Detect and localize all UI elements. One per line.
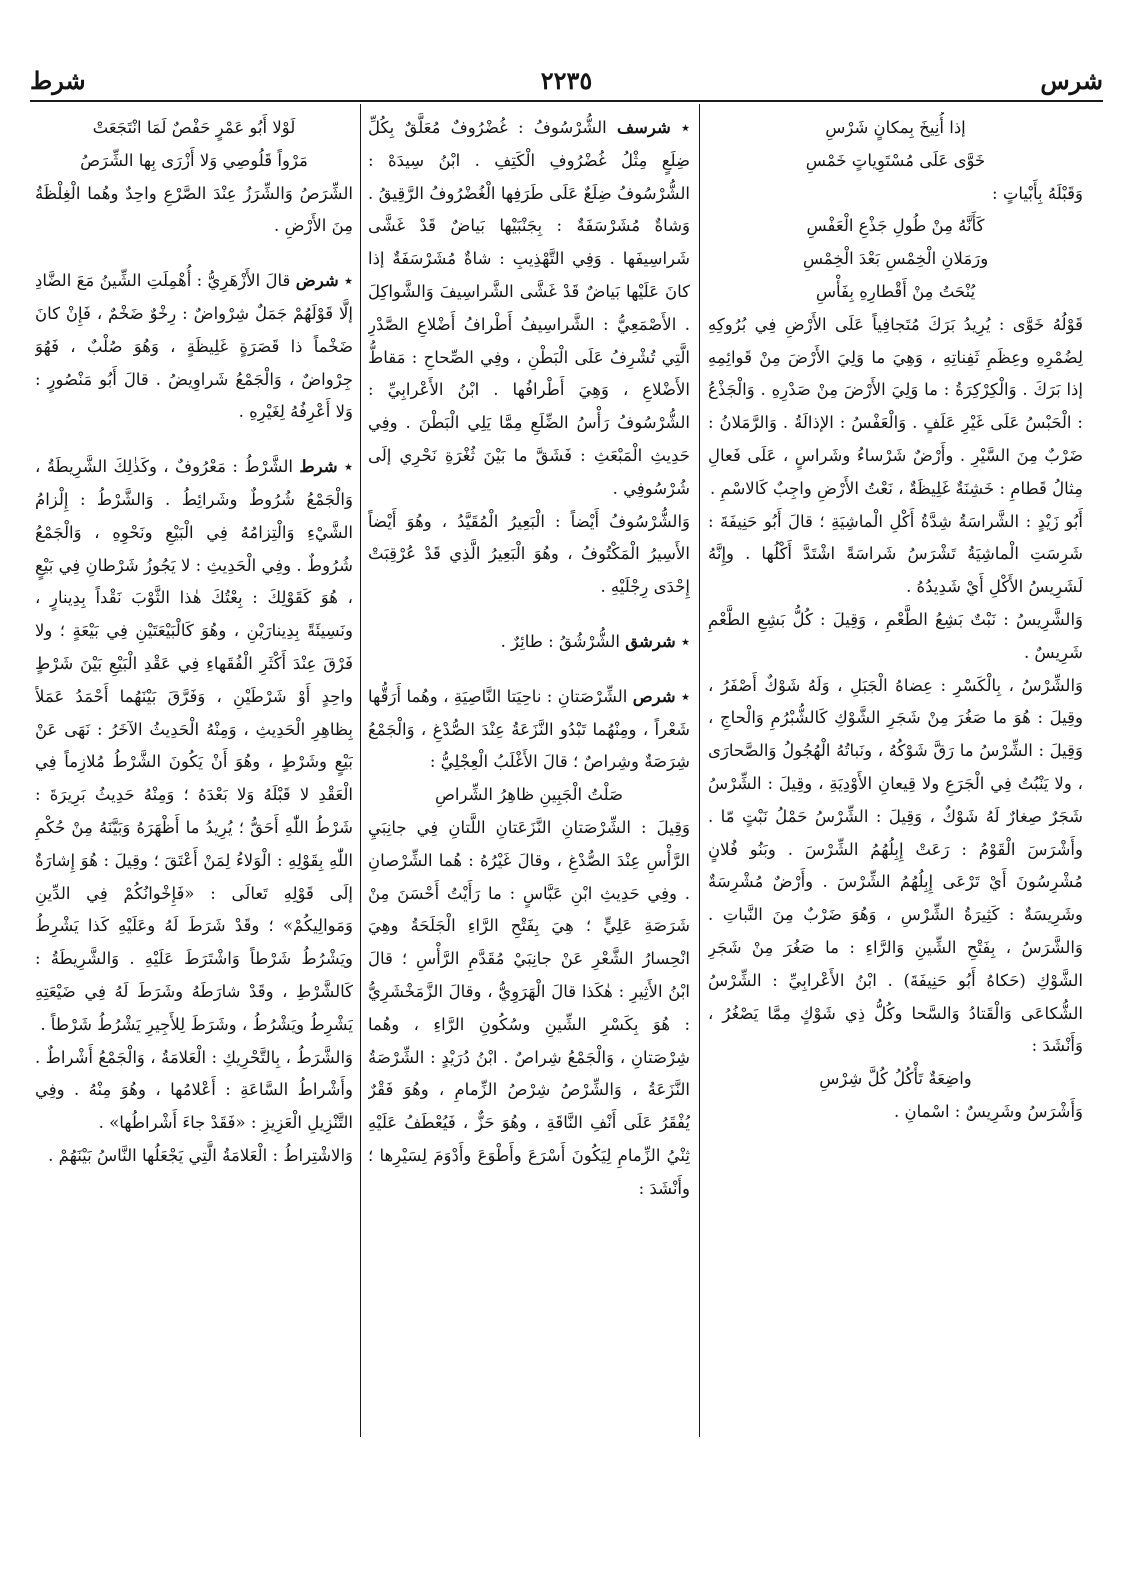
verse-line: إذا أُنِيخَ بِمكانٍ شَرْسِ: [825, 118, 966, 137]
header-root-right: شرس: [1040, 66, 1103, 95]
paragraph: وَالاشْتِراطُ : الْعَلامَةُ الَّتِي يَجْعَلُها النَّاسُ بَيْنَهُمْ .: [48, 1145, 353, 1165]
entry-marker: ٭: [670, 118, 690, 137]
page-header: [30, 60, 1103, 100]
entry-body: الشِّرْصَتانِ : ناحِيَتا النَّاصِيَةِ ، وهُما أَرَقُّها شَعْراً ، ومِنْهُما تَبْدُو النَّزَعَةُ عِنْدَ الصُّدْغِ ، وَالْجَمْعُ شِرَصَةٌ وشِراصٌ ؛ قالَ الأَغْلَبُ الْعِجْلِيُّ :: [368, 686, 690, 772]
entry-headword: شرض: [295, 271, 339, 291]
dictionary-entry: [368, 626, 690, 659]
entry-gap: [35, 243, 353, 265]
dictionary-entry: [35, 451, 353, 1041]
verse-line: كَأَنَّهُ مِنْ طُولِ جَذْعِ الْعَفْسِ: [806, 216, 985, 236]
paragraph: الشِّرَصُ وَالشِّرَزُ عِنْدَ الصَّرْعِ واحِدٌ وهُما الْغِلْظَةُ مِنَ الأَرْضِ .: [35, 183, 353, 236]
page-number: ٢٢٣٥: [540, 66, 593, 95]
paragraph: وَالشَّرِيسُ : نَبْتٌ بَشِعُ الطَّعْمِ ، وَقِيلَ : كُلُّ بَشِعِ الطَّعْمِ شَرِيسٌ .: [708, 609, 1083, 662]
entry-headword: شرص: [632, 686, 676, 706]
verse-line: لَوْلا أَبُو عَمْرٍ حَفْصٌ لَمَا انْتَجَعَتْ: [92, 118, 296, 137]
entry-marker: ٭: [338, 271, 353, 291]
paragraph: وَأَشْرَسُ وشَرِيسٌ : اسْمانِ .: [893, 1101, 1083, 1121]
entry-headword: شرسف: [616, 118, 671, 137]
verse-line: صَلْتُ الْجَبِينِ ظاهِرُ الشِّراصِ: [434, 785, 624, 805]
entry-gap: [35, 429, 353, 451]
header-rule: [30, 100, 1103, 102]
column-middle: [368, 112, 690, 1517]
entry-marker: ٭: [337, 457, 353, 477]
dictionary-entry: [35, 265, 353, 429]
entry-headword: شرط: [299, 457, 338, 477]
entry-marker: ٭: [675, 631, 690, 651]
header-root-left: شرط: [30, 66, 86, 95]
verse-line: خَوَّى عَلَى مُسْتَوِياتٍ خَمْسِ: [805, 150, 986, 170]
entry-body: الشَّرْطُ : مَعْرُوفٌ ، وكَذٰلِكَ الشَّرِيطَةُ ، وَالْجَمْعُ شُرُوطٌ وشَرائِطُ . وَالشَّرْطُ : إِلْزامُ الشَّيْءِ وَالْتِزامُهُ فِي الْبَيْعِ ونَحْوِهِ ، وَالْجَمْعُ شُرُوطٌ . وفِي الْحَدِيثِ : لا يَجُوزُ شَرْطانِ فِي بَيْعٍ ، هُوَ كَقَوْلِكَ : بِعْتُكَ هٰذا الثَّوْبَ نَقْداً بِدِينارٍ ، ونَسِيئَةً بِدِينارَيْنِ ، وهُوَ كَالْبَيْعَتَيْنِ فِي بَيْعَةٍ ؛ ولا فَرْقَ عِنْدَ أَكْثَرِ الْفُقَهاءِ فِي عَقْدِ الْبَيْعِ بَيْنَ شَرْطٍ واحِدٍ أَوْ شَرْطَيْنِ ، وَفَرَّقَ بَيْنَهُما أَحْمَدُ عَمَلاً بِظاهِرِ الْحَدِيثِ ، وَمِنْهُ الْحَدِيثُ الآخَرُ : نَهَى عَنْ بَيْعٍ وشَرْطٍ ، وهُوَ أَنْ يَكُونَ الشَّرْطُ مُلازِماً فِي الْعَقْدِ لا قَبْلَهُ وَلا بَعْدَهُ ؛ وَمِنْهُ حَدِيثُ بَرِيرَةَ : شَرْطُ اللّٰهِ أَحَقُّ ؛ يُرِيدُ ما أَظْهَرَهُ وَبَيَّنَهُ مِنْ حُكْمِ اللّٰهِ بِقَوْلِهِ : الْوَلاءُ لِمَنْ أَعْتَقَ ؛ وقِيلَ : هُوَ إِشارَةٌ إلَى قَوْلِهِ تَعالَى : «فَإِخْوانُكُمْ فِي الدِّينِ وَمَوالِيكُمْ» ؛ وقَدْ شَرَطَ لَهُ وعَلَيْهِ كَذا يَشْرِطُ ويَشْرُطُ شَرْطاً وَاشْتَرَطَ عَلَيْهِ . وَالشَّرِيطَةُ : كَالشَّرْطِ ، وقَدْ شارَطَهُ وشَرَطَ لَهُ فِي ضَيْعَتِهِ يَشْرِطُ ويَشْرُطُ ، وشَرَطَ لِلأَجِيرِ يَشْرُطُ شَرْطاً .: [35, 457, 353, 1034]
dictionary-entry: [368, 112, 690, 506]
dictionary-entry: [368, 681, 690, 779]
verse-line: ورَمَلانِ الْخِمْسِ بَعْدَ الْخِمْسِ: [802, 249, 989, 269]
entry-gap: [368, 659, 690, 681]
entry-gap: [368, 604, 690, 626]
paragraph: وَالشِّرْسُ ، بِالْكَسْرِ : عِضاهُ الْجَبَلِ ، وَلَهُ شَوْكٌ أَصْفَرُ ، وقِيلَ : هُوَ ما صَغُرَ مِنْ شَجَرِ الشَّوْكِ كَالشُّبْرُمِ وَالْحاجِ ، وَقِيلَ : الشِّرْسُ ما رَقَّ شَوْكُهُ ، ونَباتُهُ الْهُجُولُ وَالصَّحارَى ، ولا يَنْبُتُ فِي الْجَرَعِ ولا قِيعانِ الأَوْدِيَةِ ، وقِيلَ : الشِّرْسُ شَجَرٌ صِغارٌ لَهُ شَوْكٌ ، وَقِيلَ : الشِّرْسُ حَمْلُ نَبْتٍ مّا . وأَشْرَسَ الْقَوْمُ : رَعَتْ إِبِلُهُمُ الشِّرْسَ . وبَنُو فُلانٍ مُشْرِسُونَ أَيْ تَرْعَى إِبِلُهُمُ الشِّرْسَ . وأَرْضٌ مُشْرِسَةٌ وشَرِيسَةٌ : كَثِيرَةُ الشِّرْسِ ، وَهُوَ ضَرْبٌ مِنَ النَّباتِ . وَالشَّرَسُ ، بِفَتْحِ الشِّينِ وَالرَّاءِ : ما صَغُرَ مِنْ شَجَرِ الشَّوْكِ (حَكاهُ أَبُو حَنِيفَةَ) . ابْنُ الأَعْرابِيِّ : الشِّرْسُ الشُّكاعَى وَالْقَتادُ وَالسَّحا وكُلُّ ذِي شَوْكٍ مِمَّا يَصْغُرُ ، وَأَنْشَدَ :: [708, 675, 1083, 1056]
column-right: [708, 112, 1083, 1517]
column-left: [35, 112, 353, 1517]
paragraph: وَقِيلَ : الشِّرْصَتانِ النَّزَعَتانِ اللَّتانِ فِي جانِبَيِ الرَّأْسِ عِنْدَ الصُّدْغِ ، وقالَ غَيْرُهُ : هُما الشِّرْصانِ . وفِي حَدِيثِ ابْنِ عَبَّاسٍ : ما رَأَيْتُ أَحْسَنَ مِنْ شَرَصَةِ عَلِيٍّ ؛ هِيَ بِفَتْحِ الرَّاءِ الْجَلَحَةُ وهِيَ انْحِسارُ الشَّعْرِ عَنْ جانِبَيْ مُقَدَّمِ الرَّأْسِ ؛ قالَ ابْنُ الأَثِيرِ : هٰكَذا قالَ الْهَرَوِيُّ ، وقالَ الزَّمَخْشَرِيُّ : هُوَ بِكَسْرِ الشِّينِ وسُكُونِ الرَّاءِ ، وهُما شِرْصَتانِ ، وَالْجَمْعُ شِراصٌ . ابْنُ دُرَيْدٍ : الشِّرْصَةُ النَّزَعَةُ ، وَالشِّرْصُ شِرْصُ الزِّمامِ ، وهُوَ فَقْرٌ يُفْقَرُ عَلَى أَنْفِ النَّاقَةِ ، وهُوَ حَزٌّ ، فَيُعْطَفُ عَلَيْهِ ثِنْيُ الزِّمامِ لِيَكُونَ أَسْرَعَ وأَطْوَعَ وأَدْوَمَ لِسَيْرِها ؛ وأَنْشَدَ :: [368, 817, 690, 1198]
verse-line: مَرْواً قَلُوصِي وَلا أَزْرَى بِها الشِّرَصُ: [80, 150, 308, 170]
entry-marker: ٭: [675, 686, 690, 706]
entry-headword: شرشق: [625, 631, 676, 651]
paragraph: وَالشُّرْسُوفُ أَيْضاً : الْبَعِيرُ الْمُقَيَّدُ ، وهُوَ أَيْضاً الأَسِيرُ الْمَكْتُوفُ ، وهُوَ الْبَعِيرُ الَّذِي قَدْ عُرْقِبَتْ إِحْدَى رِجْلَيْهِ .: [368, 511, 690, 597]
entry-body: الشُّرْشُقُ : طائِرٌ .: [500, 631, 620, 651]
entry-body: الشُّرْسُوفُ : غُضْرُوفٌ مُعَلَّقٌ بِكُلِّ ضِلَعٍ مِثْلُ غُضْرُوفِ الْكَتِفِ . ابْنُ سِيدَهْ : الشُّرْسُوفُ ضِلَعٌ عَلَى طَرَفِها الْغُضْرُوفُ الرَّقِيقُ . وَشاةٌ مُشَرْسَفَةٌ : بِجَنْبَيْها بَياضٌ قَدْ غَشَّى شَراسِيفَها . وَفِي التَّهْذِيبِ : شاةٌ مُشَرْسَفَةٌ إذا كانَ عَلَيْها بَياضٌ قَدْ غَشَّى الشَّراسِيفَ وَالشَّواكِلَ . الأَصْمَعِيُّ : الشَّراسِيفُ أَطْرافُ أَضْلاعِ الصَّدْرِ الَّتِي تُشْرِفُ عَلَى الْبَطْنِ ، وفِي الصِّحاحِ : مَقاطُّ الأَضْلاعِ ، وَهِيَ أَطْرافُها . ابْنُ الأَعْرابِيِّ : الشُّرْسُوفُ رَأْسُ الضِّلَعِ مِمَّا يَلِي الْبَطْنَ . وفِي حَدِيثِ الْمَبْعَثِ : فَشَقَّ ما بَيْنَ ثُغْرَةِ نَحْرِي إلَى شُرْسُوفِي .: [368, 118, 690, 498]
verse-line: واضِعَةٌ تَأْكُلُ كُلَّ شِرْسِ: [819, 1069, 972, 1089]
paragraph: وَقَبْلَهُ بِأَبْياتٍ :: [992, 183, 1083, 203]
verse-line: يُنْحَتُ مِنْ أَقْطارِهِ بِفَأْسِ: [815, 281, 976, 301]
entry-body: قالَ الأَزْهَرِيُّ : أُهْمِلَتِ الشِّينُ مَعَ الضَّادِ إلَّا قَوْلَهُمْ جَمَلٌ شِرْواضٌ : رِخْوٌ ضَخْمٌ ، فَإِنْ كانَ ضَخْماً ذا قَصَرَةٍ غَلِيظَةٍ ، وَهُوَ صُلْبٌ ، فَهُوَ جِرْواضٌ ، وَالْجَمْعُ شَراوِيضُ . قالَ أَبُو مَنْصُورٍ : وَلا أَعْرِفُهُ لِغَيْرِهِ .: [35, 271, 353, 422]
paragraph: قَوْلُهُ خَوَّى : يُرِيدُ بَرَكَ مُتَجافِياً عَلَى الأَرْضِ فِي بُرُوكِهِ لِضُمْرِهِ وعِظَمِ ثَفِناتِهِ ، وَهِيَ ما وَلِيَ الأَرْضَ مِنْ قَوائِمِهِ إذا بَرَكَ . وَالْكِرْكِرَةُ : ما وَلِيَ الأَرْضَ مِنْ صَدْرِهِ . وَالْجَذْعُ : الْحَبْسُ عَلَى غَيْرِ عَلَفٍ . وَالْعَفْسُ : الإذالَةُ . وَالرَّمَلانُ : ضَرْبٌ مِنَ السَّيْرِ . وأَرْضٌ شَرْساءُ وشَراسٍ ، عَلَى فَعالِ مِثالُ قَطامِ : خَشِنَةٌ غَلِيظَةٌ ، نَعْتُ الأَرْضِ واجِبٌ كَالاسْمِ .: [708, 314, 1083, 498]
paragraph: وَالشَّرَطُ ، بِالتَّحْرِيكِ : الْعَلامَةُ ، وَالْجَمْعُ أَشْراطٌ . وأَشْراطُ السَّاعَةِ : أَعْلامُها ، وهُوَ مِنْهُ . وفِي التَّنْزِيلِ الْعَزِيزِ : «فَقَدْ جاءَ أَشْراطُها» .: [35, 1047, 353, 1133]
column-divider-right: [699, 104, 700, 1437]
column-divider-left: [360, 104, 361, 1437]
paragraph: أَبُو زَيْدٍ : الشَّراسَةُ شِدَّةُ أَكْلِ الْماشِيَةِ ؛ قالَ أَبُو حَنِيفَةَ : شَرِسَتِ الْماشِيَةُ تَشْرَسُ شَراسَةً اشْتَدَّ أَكْلُها . وإِنَّهُ لَشَرِيسُ الأَكْلِ أَيْ شَدِيدُهُ .: [708, 511, 1083, 597]
